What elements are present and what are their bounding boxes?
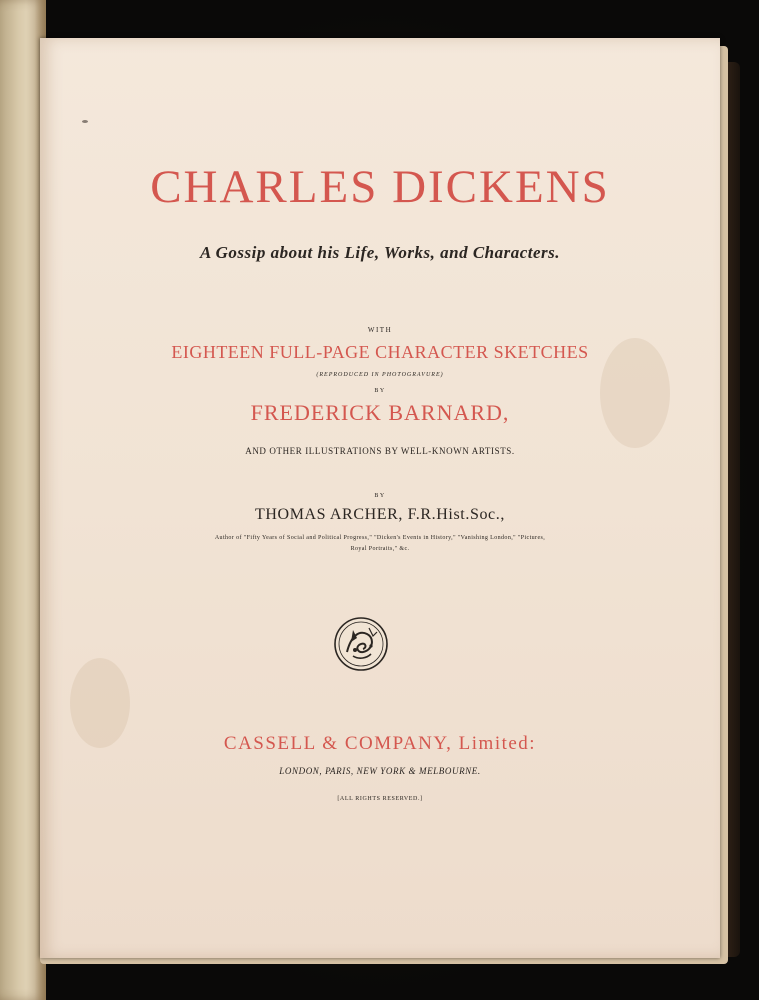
author-works-line-1: Author of "Fifty Years of Social and Political Progress," "Dicken's Events in History," "Vanishing London," "Pictures, bbox=[214, 535, 546, 541]
publisher-name: CASSELL & COMPANY, Limited: bbox=[223, 733, 537, 754]
book-subtitle: A Gossip about his Life, Works, and Characters. bbox=[199, 243, 561, 262]
title-page-content bbox=[40, 38, 720, 958]
illustrator-name: FREDERICK BARNARD, bbox=[250, 400, 510, 425]
rights-reserved: [ALL RIGHTS RESERVED.] bbox=[337, 796, 423, 802]
book-title: CHARLES DICKENS bbox=[150, 161, 610, 213]
publisher-cities: LONDON, PARIS, NEW YORK & MELBOURNE. bbox=[279, 766, 481, 776]
by-author-label: BY bbox=[374, 493, 386, 499]
ink-smudge bbox=[82, 120, 88, 123]
sketches-line: EIGHTEEN FULL-PAGE CHARACTER SKETCHES bbox=[171, 342, 589, 362]
title-page bbox=[40, 38, 720, 958]
other-illustrations-line: AND OTHER ILLUSTRATIONS BY WELL-KNOWN ARTISTS. bbox=[245, 446, 515, 456]
with-label: WITH bbox=[367, 326, 393, 334]
publisher-emblem-icon bbox=[333, 616, 389, 672]
author-works-line-2: Royal Portraits," &c. bbox=[350, 546, 410, 552]
author-name: THOMAS ARCHER, F.R.Hist.Soc., bbox=[255, 506, 505, 523]
by-illustrator-label: BY bbox=[374, 388, 386, 394]
reproduced-note: (REPRODUCED IN PHOTOGRAVURE) bbox=[316, 372, 444, 378]
